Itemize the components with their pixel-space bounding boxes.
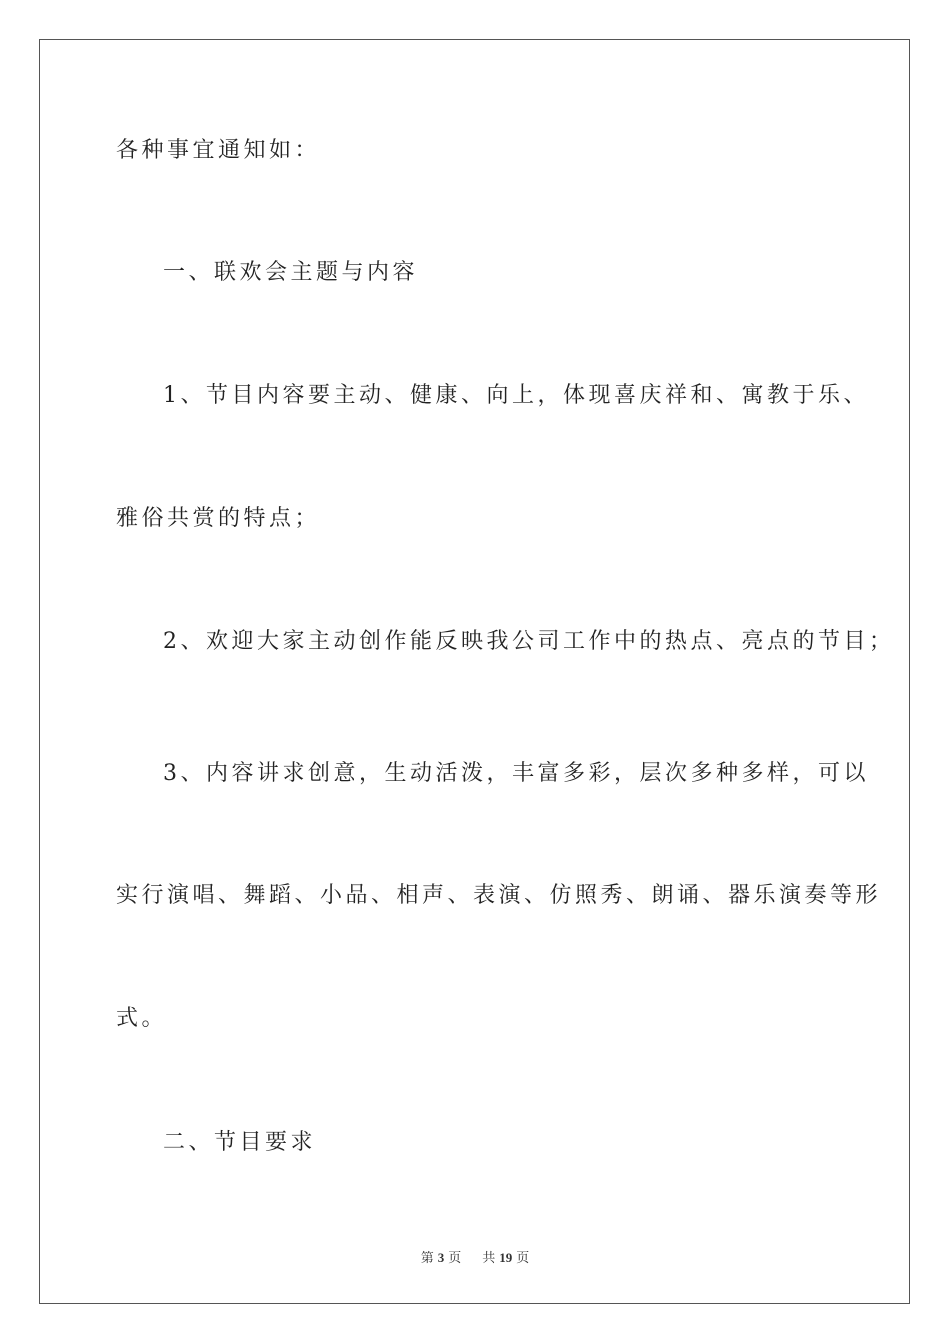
paragraph-line: 2、欢迎大家主动创作能反映我公司工作中的热点、亮点的节目；: [163, 629, 895, 654]
total-pages: 19: [499, 1250, 513, 1265]
paragraph-line: 雅俗共赏的特点；: [116, 506, 321, 531]
page-border: [39, 39, 910, 1304]
paragraph-line: 实行演唱、舞蹈、小品、相声、表演、仿照秀、朗诵、器乐演奏等形: [116, 883, 882, 908]
section-heading: 二、节目要求: [163, 1130, 317, 1155]
page-prefix: 第: [420, 1250, 434, 1265]
paragraph-line: 各种事宜通知如：: [116, 138, 321, 163]
paragraph-line: 1、节目内容要主动、健康、向上，体现喜庆祥和、寓教于乐、: [163, 383, 869, 408]
section-heading: 一、联欢会主题与内容: [163, 260, 419, 285]
page-number: 3: [437, 1250, 445, 1265]
page-indicator: [419, 1250, 464, 1265]
page-footer: [0, 1247, 950, 1266]
paragraph-line: 3、内容讲求创意，生动活泼，丰富多彩，层次多种多样，可以: [163, 761, 869, 786]
total-suffix: 页: [516, 1250, 530, 1265]
total-prefix: 共: [482, 1250, 496, 1265]
paragraph-line: 式。: [116, 1006, 168, 1031]
total-pages-indicator: [480, 1250, 531, 1265]
page-suffix: 页: [448, 1250, 462, 1265]
